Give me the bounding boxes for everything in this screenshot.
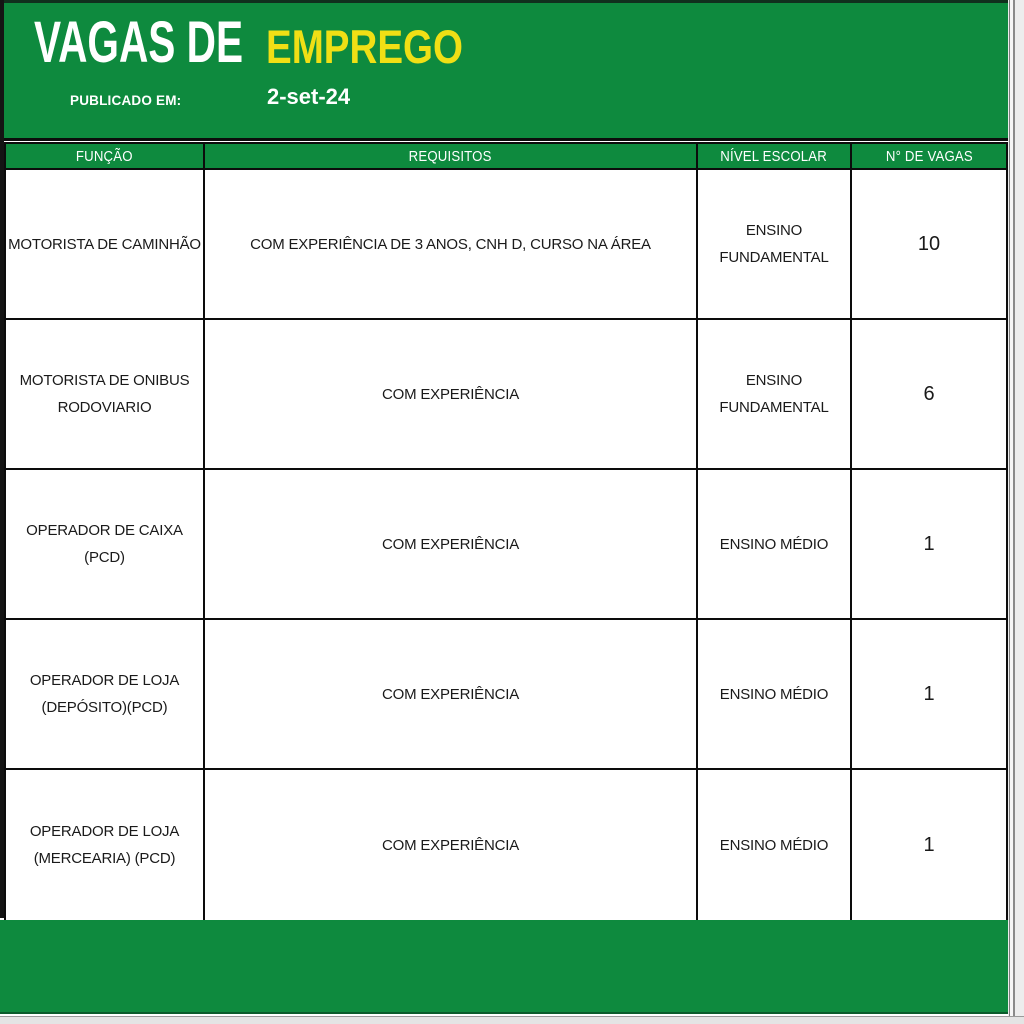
jobs-table <box>4 142 1008 922</box>
column-header-funcao <box>6 144 205 170</box>
cell-funcao: OPERADOR DE LOJA (MERCEARIA) (PCD) <box>6 770 205 920</box>
flyer-header-banner <box>4 3 1008 141</box>
cell-requisitos: COM EXPERIÊNCIA <box>205 620 698 770</box>
title-emprego: EMPREGO <box>266 20 464 73</box>
flyer-footer-band <box>0 920 1008 1014</box>
cell-requisitos: COM EXPERIÊNCIA <box>205 770 698 920</box>
column-header-requisitos-label: REQUISITOS <box>409 147 492 165</box>
cell-funcao: MOTORISTA DE CAMINHÃO <box>6 170 205 320</box>
cell-requisitos: COM EXPERIÊNCIA <box>205 320 698 470</box>
published-on-label: PUBLICADO EM: <box>70 93 182 108</box>
column-header-n-de-vagas-label: N° DE VAGAS <box>885 147 973 165</box>
cell-nivel-escolar: ENSINO FUNDAMENTAL <box>698 320 852 470</box>
cell-n-de-vagas: 1 <box>852 470 1006 620</box>
cell-nivel-escolar: ENSINO MÉDIO <box>698 770 852 920</box>
window-right-border-inner <box>1013 0 1015 1018</box>
column-header-nivel-escolar <box>698 144 852 170</box>
cell-n-de-vagas: 10 <box>852 170 1006 320</box>
cell-n-de-vagas: 1 <box>852 620 1006 770</box>
cell-funcao: OPERADOR DE CAIXA (PCD) <box>6 470 205 620</box>
title-vagas-de: VAGAS DE <box>34 10 244 75</box>
cell-n-de-vagas: 6 <box>852 320 1006 470</box>
column-header-requisitos <box>205 144 698 170</box>
cell-nivel-escolar: ENSINO MÉDIO <box>698 620 852 770</box>
cell-funcao: MOTORISTA DE ONIBUS RODOVIARIO <box>6 320 205 470</box>
column-header-nivel-escolar-label: NÍVEL ESCOLAR <box>720 147 828 165</box>
cell-requisitos: COM EXPERIÊNCIA DE 3 ANOS, CNH D, CURSO NA ÁREA <box>205 170 698 320</box>
cell-requisitos: COM EXPERIÊNCIA <box>205 470 698 620</box>
cell-nivel-escolar: ENSINO MÉDIO <box>698 470 852 620</box>
column-header-funcao-label: FUNÇÃO <box>76 147 133 165</box>
published-date: 2-set-24 <box>267 84 351 109</box>
column-header-n-de-vagas <box>852 144 1006 170</box>
cell-nivel-escolar: ENSINO FUNDAMENTAL <box>698 170 852 320</box>
cell-funcao: OPERADOR DE LOJA (DEPÓSITO)(PCD) <box>6 620 205 770</box>
window-bottom-strip <box>0 1016 1024 1024</box>
cell-n-de-vagas: 1 <box>923 834 935 856</box>
